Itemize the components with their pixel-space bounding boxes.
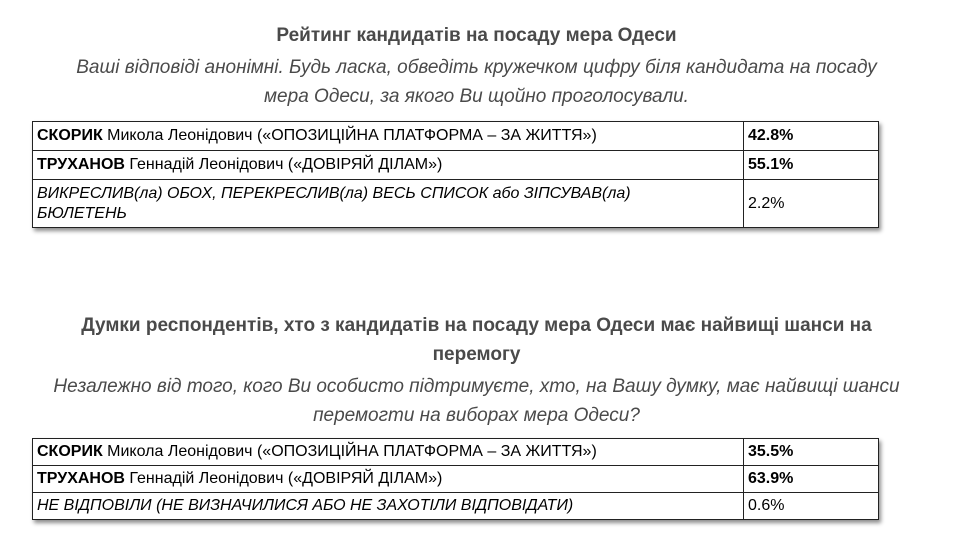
percent-cell: 55.1%: [744, 151, 879, 180]
table-row: [33, 466, 879, 493]
chances-title-line2: перемогу: [432, 344, 521, 365]
chances-subtitle: [0, 372, 953, 430]
candidate-surname: ТРУХАНОВ: [37, 156, 125, 173]
table-row: [33, 122, 879, 151]
candidate-cell: [33, 439, 744, 466]
section-chances: [0, 311, 953, 430]
candidate-cell: [33, 151, 744, 180]
table-row: [33, 493, 879, 520]
candidate-details: Микола Леонідович («ОПОЗИЦІЙНА ПЛАТФОРМА – ЗА ЖИТТЯ»): [102, 127, 597, 144]
candidate-details: Геннадій Леонідович («ДОВІРЯЙ ДІЛАМ»): [124, 470, 443, 487]
rating-table: [32, 121, 879, 228]
percent-cell: 63.9%: [744, 466, 879, 493]
chances-table: [32, 438, 879, 520]
rating-title: Рейтинг кандидатів на посаду мера Одеси: [276, 25, 677, 46]
table-row: [33, 439, 879, 466]
section-rating: [0, 21, 953, 111]
spoiled-ballot-line1: ВИКРЕСЛИВ(ла) ОБОХ, ПЕРЕКРЕСЛИВ(ла) ВЕСЬ СПИСОК або ЗІПСУВАВ(ла): [37, 184, 631, 202]
candidate-surname: СКОРИК: [37, 443, 103, 460]
chances-subtitle-line2: перемогти на виборах мера Одеси?: [313, 405, 640, 426]
chances-title-line1: Думки респондентів, хто з кандидатів на посаду мера Одеси має найвищі шанси на: [81, 315, 872, 336]
candidate-cell: [33, 122, 744, 151]
rating-subtitle: [0, 53, 953, 111]
candidate-cell: [33, 466, 744, 493]
candidate-details: Микола Леонідович («ОПОЗИЦІЙНА ПЛАТФОРМА – ЗА ЖИТТЯ»): [102, 443, 597, 460]
candidate-surname: ТРУХАНОВ: [37, 470, 125, 487]
spoiled-ballot-cell: [33, 180, 744, 228]
no-answer-cell: НЕ ВІДПОВІЛИ (НЕ ВИЗНАЧИЛИСЯ АБО НЕ ЗАХОТІЛИ ВІДПОВІДАТИ): [33, 493, 744, 520]
spoiled-ballot-line2: БЮЛЕТЕНЬ: [37, 204, 127, 222]
chances-title: [0, 311, 953, 369]
candidate-surname: СКОРИК: [37, 127, 103, 144]
rating-subtitle-line2: мера Одеси, за якого Ви щойно проголосували.: [264, 86, 689, 107]
percent-cell: 35.5%: [744, 439, 879, 466]
table-row: [33, 180, 879, 228]
chances-subtitle-line1: Незалежно від того, кого Ви особисто підтримуєте, хто, на Вашу думку, має найвищі шанси: [53, 376, 900, 397]
percent-cell: 0.6%: [744, 493, 879, 520]
percent-cell: 2.2%: [744, 180, 879, 228]
candidate-details: Геннадій Леонідович («ДОВІРЯЙ ДІЛАМ»): [124, 156, 443, 173]
percent-cell: 42.8%: [744, 122, 879, 151]
table-row: [33, 151, 879, 180]
rating-subtitle-line1: Ваші відповіді анонімні. Будь ласка, обведіть кружечком цифру біля кандидата на посаду: [76, 57, 877, 78]
